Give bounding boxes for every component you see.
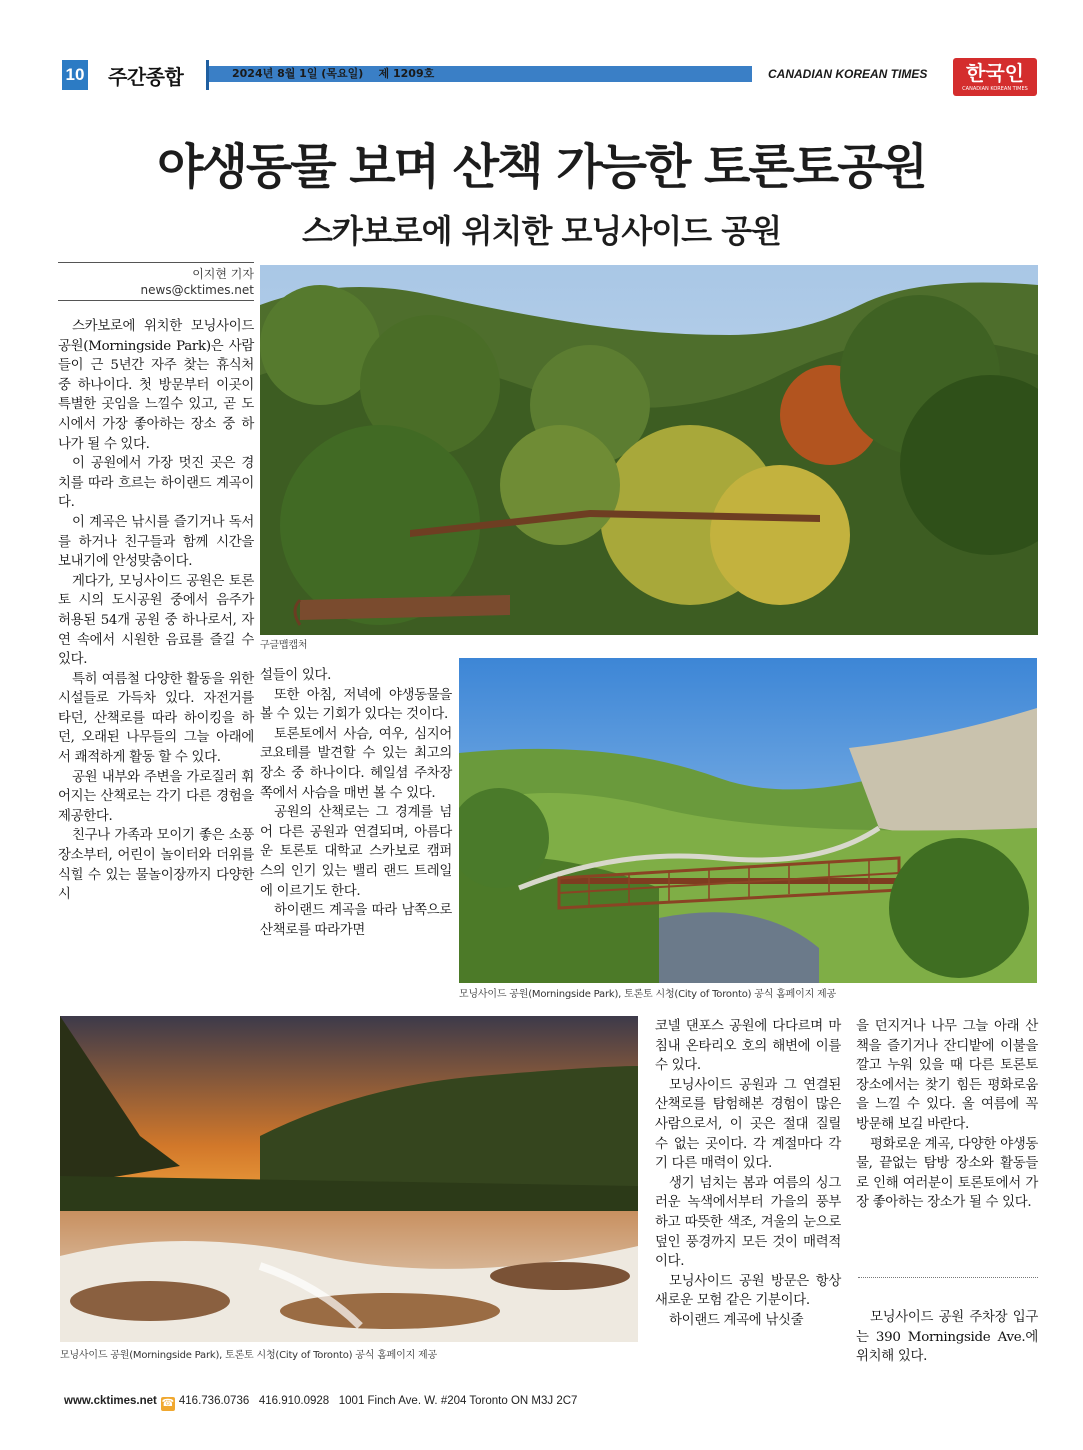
paragraph: 모닝사이드 공원과 그 연결된 산책로를 탐험해본 경험이 많은 사람으로서, 이 곳은 절대 질릴 수 없는 곳이다. 각 계절마다 각기 다른 매력이 있다. xyxy=(655,1077,841,1172)
author-email: news@cktimes.net xyxy=(140,283,254,297)
park-river-sunset-photo xyxy=(60,1016,638,1342)
paper-logo xyxy=(953,58,1037,96)
phone-icon: ☎ xyxy=(161,1398,175,1409)
logo-text: 한국인 xyxy=(966,61,1024,85)
article-title: 야생동물 보며 산책 가능한 토론토공원 xyxy=(157,139,926,195)
column-separator xyxy=(858,1277,1038,1278)
byline-rule-top xyxy=(58,262,254,263)
article-subtitle: 스카보로에 위치한 모닝사이드 공원 xyxy=(301,212,782,250)
paragraph: 친구나 가족과 모이기 좋은 소풍장소부터, 어린이 놀이터와 더위를 식힐 수 있는 물놀이장까지 다양한 시 xyxy=(58,828,254,903)
page-number: 10 xyxy=(62,60,88,90)
park-bridge-photo xyxy=(459,658,1037,983)
paragraph: 모닝사이드 공원 방문은 항상 새로운 모험 같은 기분이다. xyxy=(655,1273,841,1309)
photo-caption: 모닝사이드 공원(Morningside Park), 토론토 시청(City of Toronto) 공식 홈페이지 제공 xyxy=(60,1350,437,1361)
contact-info: 416.736.0736 416.910.0928 1001 Finch Ave. W. #204 Toronto ON M3J 2C7 xyxy=(178,1395,578,1407)
paragraph: 생기 넘치는 봄과 여름의 싱그러운 녹색에서부터 가을의 풍부하고 따뜻한 색조, 겨울의 눈으로 덮인 풍경까지 모든 것이 매력적이다. xyxy=(655,1175,841,1270)
park-forest-photo xyxy=(260,265,1038,635)
paragraph: 토론토에서 사슴, 여우, 심지어 코요테를 발견할 수 있는 최고의 장소 중 하나이다. 헤일셤 주차장 쪽에서 사슴을 매번 볼 수 있다. xyxy=(260,726,452,801)
author-name: 이지현 기자 xyxy=(192,267,254,281)
section-name: 주간종합 xyxy=(108,65,184,89)
paragraph: 공원 내부와 주변을 가로질러 휘어지는 산책로는 각기 다른 경험을 제공한다. xyxy=(58,769,254,824)
paragraph: 설들이 있다. xyxy=(260,668,332,683)
paragraph: 이 계곡은 낚시를 즐기거나 독서를 하거나 친구들과 함께 시간을 보내기에 안성맞춤이다. xyxy=(58,514,254,570)
paper-name: CANADIAN KOREAN TIMES xyxy=(768,67,928,81)
photo-caption: 모닝사이드 공원(Morningside Park), 토론토 시청(City of Toronto) 공식 홈페이지 제공 xyxy=(459,989,836,1000)
paragraph: 평화로운 계곡, 다양한 야생동물, 끝없는 탐방 장소와 활동들로 인해 여러분이 토론토에서 가장 좋아하는 장소가 될 수 있다. xyxy=(856,1136,1038,1211)
byline xyxy=(58,266,254,298)
paragraph: 하이랜드 계곡에 낚싯줄 xyxy=(669,1312,804,1328)
paragraph: 이 공원에서 가장 멋진 곳은 경치를 따라 흐르는 하이랜드 계곡이다. xyxy=(58,456,254,511)
header-bar-tick xyxy=(206,60,209,90)
paragraph: 모닝사이드 공원 주차장 입구는 390 Morningside Ave.에 위치해 있다. xyxy=(856,1310,1038,1365)
website-link[interactable]: www.cktimes.net xyxy=(64,1395,157,1407)
photo-caption: 구글맵캡처 xyxy=(260,640,308,651)
byline-rule-bottom xyxy=(58,300,254,301)
paragraph: 을 던지거나 나무 그늘 아래 산책을 즐기거나 잔디밭에 이불을 깔고 누워 있을 때 다른 토론토 장소에서는 찾기 힘든 평화로움을 느낄 수 있다. 올 여름에 꼭 방문해 보길 바란다. xyxy=(856,1019,1038,1132)
paragraph: 스카보로에 위치한 모닝사이드 공원(Morningside Park)은 사람들이 근 5년간 자주 찾는 휴식처 중 하나이다. 첫 방문부터 이곳이 특별한 곳임을 느낄수 있고, 곧 도시에서 가장 좋아하는 장소 중 하나가 될 수 있다. xyxy=(58,319,254,452)
paragraph: 코넬 댄포스 공원에 다다르며 마침내 온타리오 호의 해변에 이를 수 있다. xyxy=(655,1019,841,1074)
paragraph: 하이랜드 계곡을 따라 남쪽으로 산책로를 따라가면 xyxy=(260,903,452,938)
paragraph: 또한 아침, 저녁에 야생동물을 볼 수 있는 기회가 있다는 것이다. xyxy=(260,687,452,723)
issue-date: 2024년 8월 1일 (목요일) 제 1209호 xyxy=(232,67,435,80)
page-footer xyxy=(64,1395,577,1411)
article-column-4 xyxy=(856,1017,1038,1213)
paragraph: 특히 여름철 다양한 활동을 위한 시설들로 가득차 있다. 자전거를 타던, 산책로를 따라 하이킹을 하던, 오래된 나무들의 그늘 아래에서 쾌적하게 활동 할 수 있다. xyxy=(58,671,254,766)
parking-note xyxy=(856,1308,1038,1367)
logo-subtext: CANADIAN KOREAN TIMES xyxy=(962,86,1028,92)
article-column-1 xyxy=(58,317,254,905)
article-column-2 xyxy=(260,666,452,940)
article-column-3 xyxy=(655,1017,841,1331)
paragraph: 게다가, 모닝사이드 공원은 토론토 시의 도시공원 중에서 음주가 허용된 54개 공원 중 하나로서, 자연 속에서 시원한 음료를 즐길 수 있다. xyxy=(58,573,254,668)
paragraph: 공원의 산책로는 그 경계를 넘어 다른 공원과 연결되며, 아름다운 토론토 대학교 스카보로 캠퍼스의 인기 있는 밸리 랜드 트레일에 이르기도 한다. xyxy=(260,805,452,899)
